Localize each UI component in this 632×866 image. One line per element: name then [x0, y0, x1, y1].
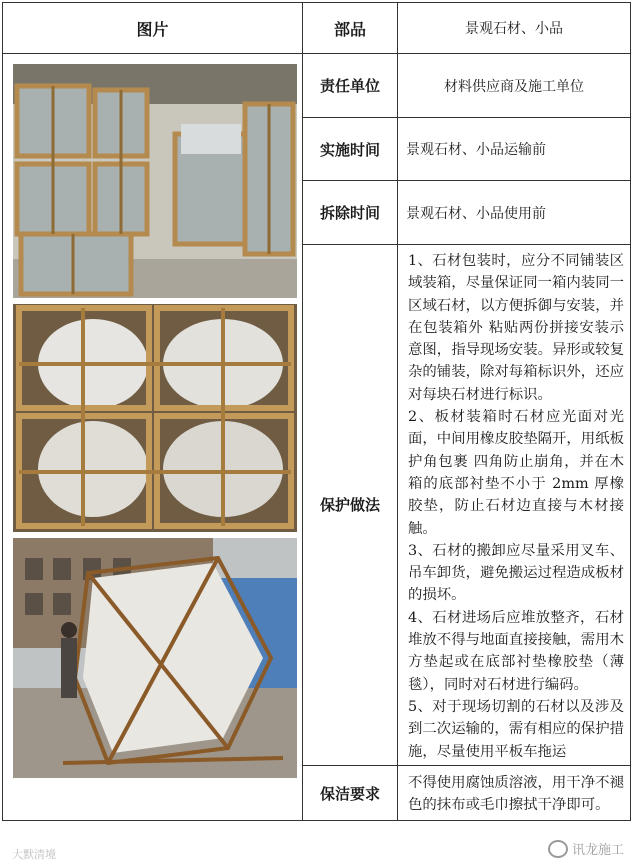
- responsible-row: [3, 54, 631, 118]
- protection-paragraph-3: 3、石材的搬卸应尽量采用叉车、吊车卸货，避免搬运过程造成板材的损坏。: [408, 542, 624, 604]
- protection-paragraph-1: 1、石材包装时，应分不同铺装区域装箱，尽量保证同一箱内装同一区域石材，以方便拆御与安装，并在包装箱外 粘贴两份拼接安装示意图，指导现场安装。异形或较复杂的铺装，除对每箱标识外，还应对每块石材进行标识。: [408, 253, 624, 403]
- watermark-left: 大默清境: [12, 848, 56, 861]
- protection-paragraph-2: 2、板材装箱时石材应光面对光面，中间用橡皮胶垫隔开，用纸板护角包裹 四角防止崩角，并在木箱的底部衬垫不小于 2mm 厚橡胶垫，防止石材边直接与木材接触。: [408, 409, 624, 537]
- header-part-value: 景观石材、小品: [398, 3, 631, 54]
- protection-paragraph-5: 5、对于现场切割的石材以及涉及到二次运输的，需有相应的保护措施，尽量使用平板车拖运: [408, 698, 624, 760]
- crated-stone-photo: [13, 64, 297, 298]
- protection-label: 保护做法: [303, 245, 398, 766]
- cleaning-text-cell: [398, 765, 631, 821]
- removal-value: 景观石材、小品使用前: [398, 181, 631, 245]
- watermark-right-text: 讯龙施工: [571, 843, 624, 858]
- wrapped-sculpture-crate-photo: [13, 304, 297, 532]
- photos-cell: [3, 54, 303, 821]
- protection-spec-table: [2, 2, 631, 821]
- removal-label: 拆除时间: [303, 181, 398, 245]
- responsible-value: 材料供应商及施工单位: [398, 54, 631, 118]
- cleaning-label: 保洁要求: [303, 765, 398, 821]
- protection-paragraph-4: 4、石材进场后应堆放整齐，石材堆放不得与地面直接接触，需用木方垫起或在底部衬垫橡胶垫（薄毯），同时对石材进行编码。: [408, 609, 624, 693]
- header-row: [3, 3, 631, 54]
- implement-label: 实施时间: [303, 118, 398, 181]
- protection-text-cell: [398, 245, 631, 766]
- header-picture: 图片: [3, 3, 303, 54]
- tilted-stone-transport-photo: [13, 538, 297, 778]
- chat-bubble-icon: [548, 840, 568, 858]
- header-part-label: 部品: [303, 3, 398, 54]
- cleaning-text: 不得使用腐蚀质溶液，用干净不褪色的抹布或毛巾擦拭干净即可。: [408, 774, 624, 814]
- responsible-label: 责任单位: [303, 54, 398, 118]
- watermark-right: [548, 839, 624, 858]
- implement-value: 景观石材、小品运输前: [398, 118, 631, 181]
